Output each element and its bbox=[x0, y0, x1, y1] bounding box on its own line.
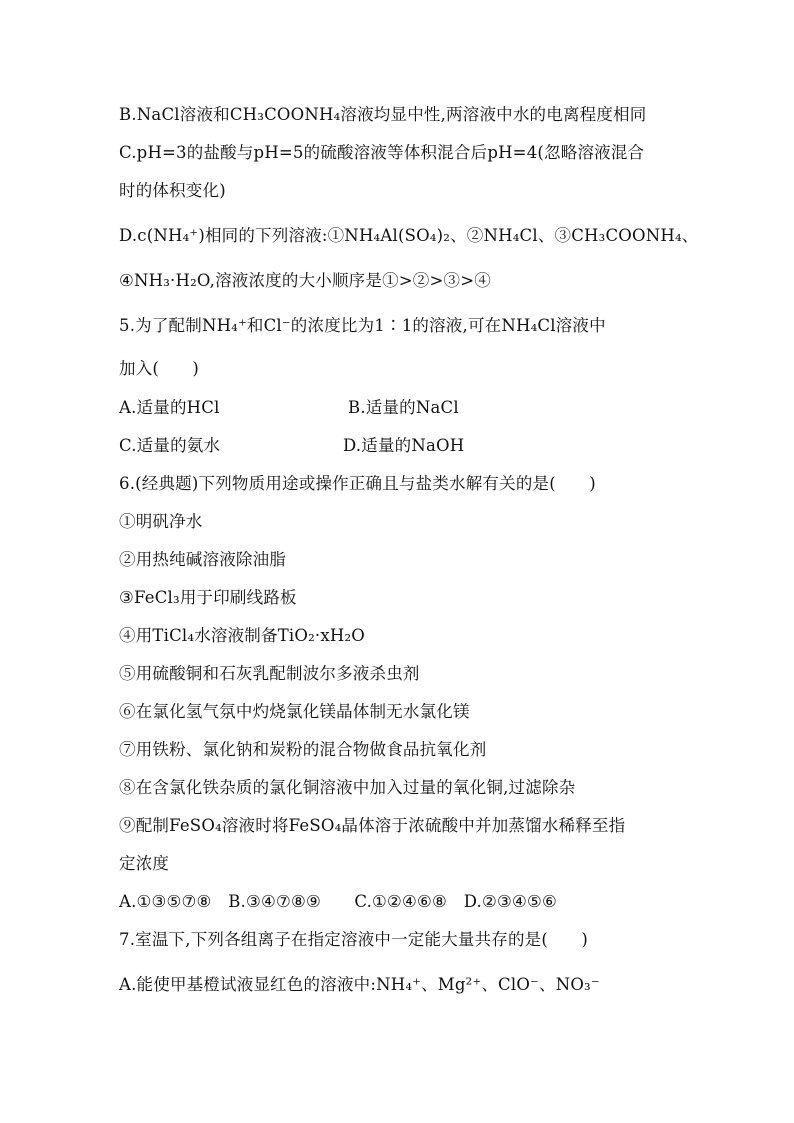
q4-option-c-continued: 时的体积变化) bbox=[119, 181, 226, 200]
question-7-stem: 7.室温下,下列各组离子在指定溶液中一定能大量共存的是( ) bbox=[119, 930, 589, 949]
q4-option-d: D.c(NH₄⁺)相同的下列溶液:①NH₄Al(SO₄)₂、②NH₄Cl、③CH₃COONH₄、 bbox=[119, 226, 699, 245]
q5-option-a: A.适量的HCl bbox=[119, 398, 220, 417]
q4-option-b: B.NaCl溶液和CH₃COONH₄溶液均显中性,两溶液中水的电离程度相同 bbox=[119, 105, 647, 124]
q6-item-3: ③FeCl₃用于印刷线路板 bbox=[119, 588, 297, 607]
q4-option-d-continued: ④NH₃·H₂O,溶液浓度的大小顺序是①>②>③>④ bbox=[119, 271, 491, 290]
question-6-stem: 6.(经典题)下列物质用途或操作正确且与盐类水解有关的是( ) bbox=[119, 474, 596, 493]
q6-item-8: ⑧在含氯化铁杂质的氯化铜溶液中加入过量的氧化铜,过滤除杂 bbox=[119, 778, 576, 797]
q6-item-2: ②用热纯碱溶液除油脂 bbox=[119, 550, 286, 569]
question-5-stem: 5.为了配制NH₄⁺和Cl⁻的浓度比为1∶1的溶液,可在NH₄Cl溶液中 bbox=[119, 316, 606, 335]
question-5-stem-continued: 加入( ) bbox=[119, 359, 200, 378]
q6-item-7: ⑦用铁粉、氯化钠和炭粉的混合物做食品抗氧化剂 bbox=[119, 740, 487, 759]
q6-item-1: ①明矾净水 bbox=[119, 512, 203, 531]
q5-option-b: B.适量的NaCl bbox=[348, 398, 459, 417]
q6-item-6: ⑥在氯化氢气氛中灼烧氯化镁晶体制无水氯化镁 bbox=[119, 702, 470, 721]
q6-item-9: ⑨配制FeSO₄溶液时将FeSO₄晶体溶于浓硫酸中并加蒸馏水稀释至指 bbox=[119, 816, 626, 835]
q7-option-a: A.能使甲基橙试液显红色的溶液中:NH₄⁺、Mg²⁺、ClO⁻、NO₃⁻ bbox=[119, 975, 600, 994]
q4-option-c: C.pH=3的盐酸与pH=5的硫酸溶液等体积混合后pH=4(忽略溶液混合 bbox=[119, 143, 645, 162]
q6-item-4: ④用TiCl₄水溶液制备TiO₂·xH₂O bbox=[119, 626, 366, 645]
q5-option-c: C.适量的氨水 bbox=[119, 436, 221, 455]
q5-option-d: D.适量的NaOH bbox=[343, 436, 465, 455]
q6-item-5: ⑤用硫酸铜和石灰乳配制波尔多液杀虫剂 bbox=[119, 664, 420, 683]
q6-answer-options: A.①③⑤⑦⑧ B.③④⑦⑧⑨ C.①②④⑥⑧ D.②③④⑤⑥ bbox=[119, 892, 557, 911]
q6-item-9-continued: 定浓度 bbox=[119, 854, 170, 873]
